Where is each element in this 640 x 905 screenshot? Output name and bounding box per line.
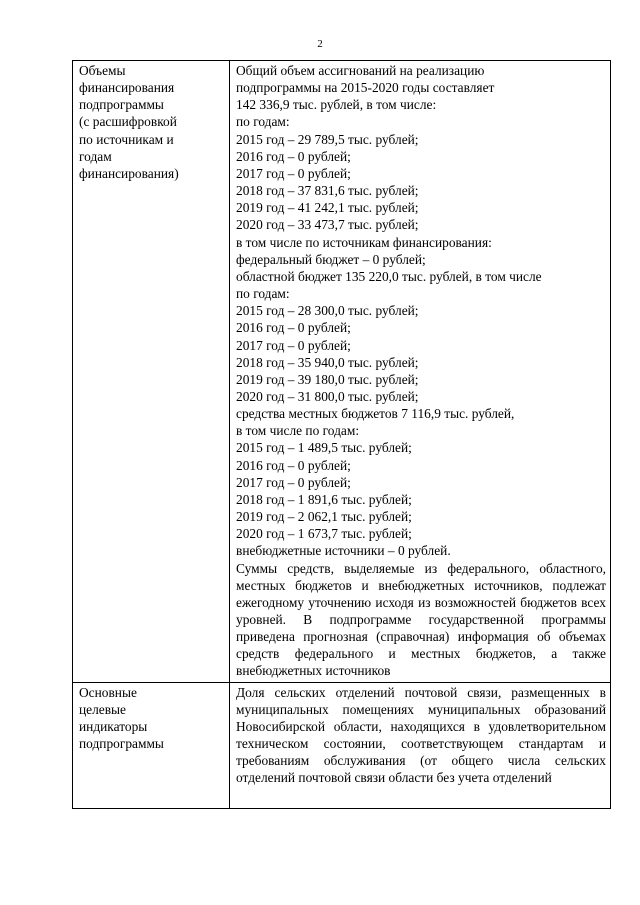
label-line: (с расшифровкой (79, 114, 177, 130)
funding-line: 2016 год – 0 рублей; (236, 148, 351, 164)
page-number: 2 (317, 38, 323, 50)
indicators-paragraph: Доля сельских отделений почтовой связи, размещенных в муниципальных помещениях муниципальных образований Новосибирской области, находящихся в удовлетворительном техническом состоянии, соответствующем стандартам и требованиям обслуживания (от общего числа сельских отделений почтовой связи области без учета отделений (236, 684, 606, 786)
indicators-text-clip (236, 684, 606, 806)
funding-line: 2015 год – 1 489,5 тыс. рублей; (236, 440, 412, 456)
table-row-funding (73, 61, 611, 683)
indicators-label-cell (73, 682, 230, 808)
indicators-content-cell (230, 682, 611, 808)
label-line: по источникам и (79, 131, 174, 147)
funding-line: 2018 год – 37 831,6 тыс. рублей; (236, 183, 419, 199)
funding-line: 142 336,9 тыс. рублей, в том числе: (236, 97, 437, 113)
funding-note-paragraph: Суммы средств, выделяемые из федерального, областного, местных бюджетов и внебюджетных источников, подлежат ежегодному уточнению исходя из возможностей бюджетов всех уровней. В подпрограмме государственной программы приведена прогнозная (справочная) информация об объемах средств федерального и местных бюджетов, а также внебюджетных источников (236, 560, 606, 679)
funding-line: 2017 год – 0 рублей; (236, 337, 351, 353)
funding-line: 2017 год – 0 рублей; (236, 474, 351, 490)
funding-line: 2020 год – 1 673,7 тыс. рублей; (236, 526, 412, 542)
funding-line: 2015 год – 29 789,5 тыс. рублей; (236, 131, 419, 147)
funding-line: внебюджетные источники – 0 рублей. (236, 543, 451, 559)
funding-line: областной бюджет 135 220,0 тыс. рублей, в том числе (236, 268, 542, 284)
label-line: подпрограммы (79, 736, 164, 752)
funding-line: средства местных бюджетов 7 116,9 тыс. рублей, (236, 406, 515, 422)
funding-line: в том числе по годам: (236, 423, 360, 439)
label-line: Объемы (79, 63, 126, 78)
funding-line: по годам: (236, 114, 290, 130)
funding-line: 2020 год – 31 800,0 тыс. рублей; (236, 388, 419, 404)
funding-line: по годам: (236, 286, 290, 302)
label-line: финансирования) (79, 165, 179, 181)
table-row-indicators (73, 682, 611, 808)
label-line: финансирования (79, 80, 175, 96)
funding-line: 2018 год – 35 940,0 тыс. рублей; (236, 354, 419, 370)
funding-line: 2016 год – 0 рублей; (236, 320, 351, 336)
funding-line: Общий объем ассигнований на реализацию (236, 63, 485, 78)
label-line: подпрограммы (79, 97, 164, 113)
funding-line: 2019 год – 39 180,0 тыс. рублей; (236, 371, 419, 387)
label-line: индикаторы (79, 718, 148, 734)
label-line: целевые (79, 701, 126, 717)
passport-table (72, 60, 611, 809)
label-line: Основные (79, 684, 137, 700)
funding-line: подпрограммы на 2015-2020 годы составляет (236, 80, 495, 96)
funding-line: 2018 год – 1 891,6 тыс. рублей; (236, 491, 412, 507)
funding-line: 2019 год – 41 242,1 тыс. рублей; (236, 200, 419, 216)
funding-line: федеральный бюджет – 0 рублей; (236, 251, 426, 267)
funding-line: 2019 год – 2 062,1 тыс. рублей; (236, 509, 412, 525)
funding-line: в том числе по источникам финансирования: (236, 234, 492, 250)
funding-line: 2020 год – 33 473,7 тыс. рублей; (236, 217, 419, 233)
funding-line: 2017 год – 0 рублей; (236, 165, 351, 181)
funding-label-cell (73, 61, 230, 683)
label-line: годам (79, 148, 112, 164)
funding-line: 2015 год – 28 300,0 тыс. рублей; (236, 303, 419, 319)
funding-content-cell (230, 61, 611, 683)
funding-line: 2016 год – 0 рублей; (236, 457, 351, 473)
